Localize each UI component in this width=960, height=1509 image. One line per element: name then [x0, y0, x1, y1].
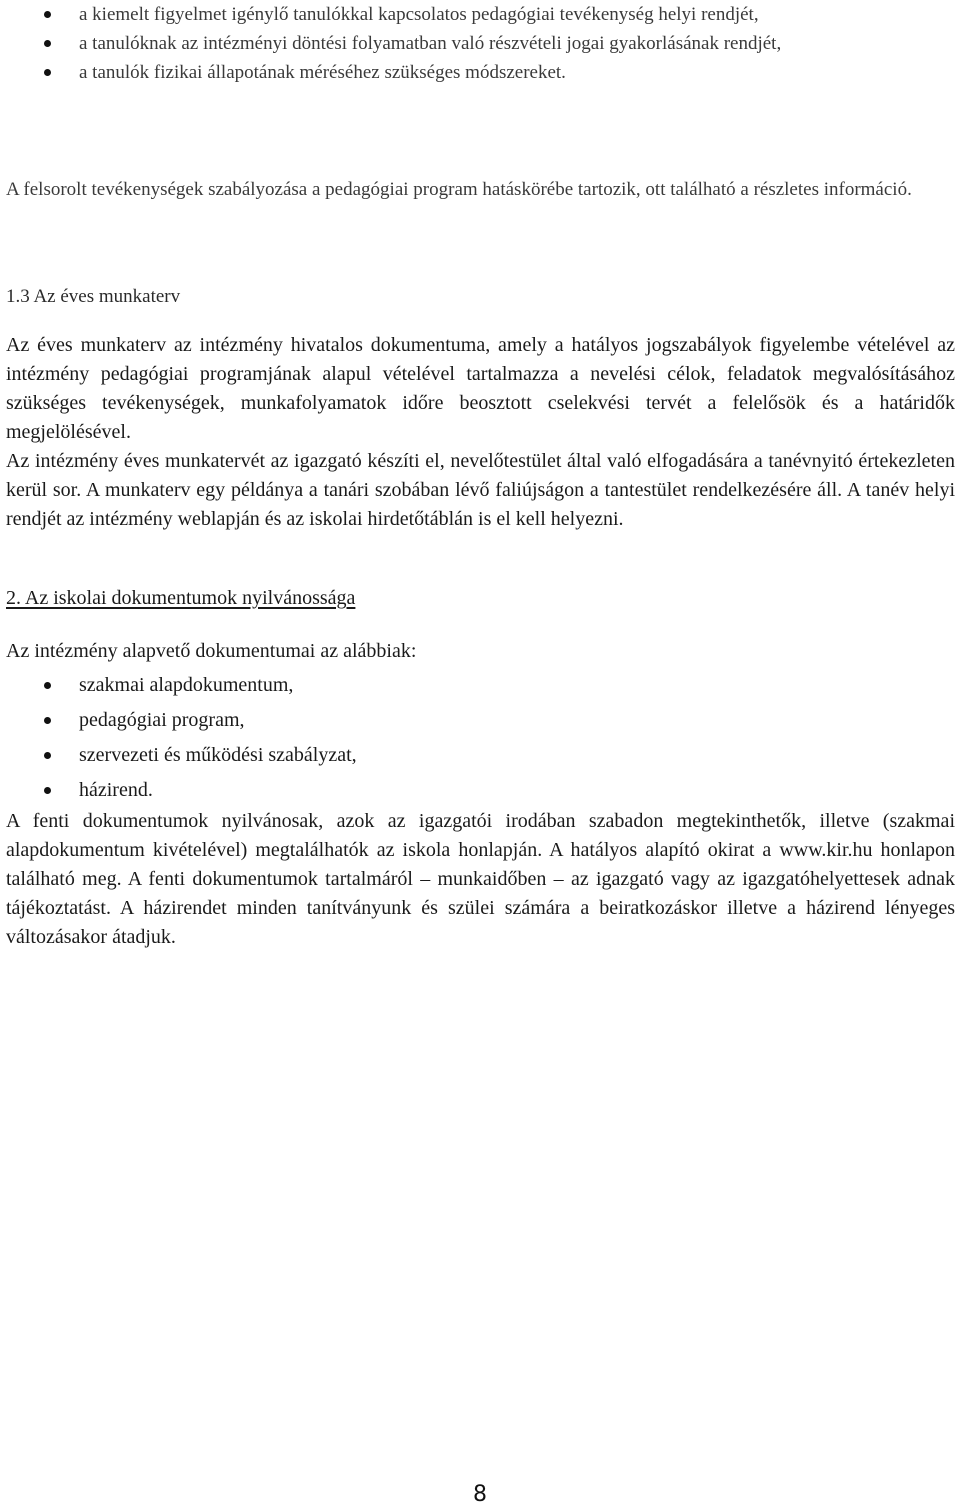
- list-item-text: szakmai alapdokumentum,: [79, 674, 294, 696]
- top-bullet-list: [6, 0, 955, 87]
- section-heading: 2. Az iskolai dokumentumok nyilvánossága: [6, 587, 356, 609]
- list-item: [6, 0, 955, 29]
- documents-paragraph: A fenti dokumentumok nyilvánosak, azok az igazgatói irodában szabadon megtekinthetők, illetve (szakmai alapdokumentum kivételével) megtalálhatók az iskola honlapján. A hatályos alapító okirat a www.kir.hu honlapon található meg. A fenti dokumentumok tartalmáról – munkaidőben – az igazgató vagy az igazgatóhelyettesek adnak tájékoztatást. A házirendet minden tanítványunk és szülei számára a beiratkozáskor illetve a házirend lényeges változásakor átadjuk.: [6, 810, 955, 948]
- felsorolt-paragraph: A felsorolt tevékenységek szabályozása a pedagógiai program hatáskörébe tartozik, ott található a részletes információ.: [6, 179, 912, 200]
- bullet-icon: [44, 717, 51, 724]
- top-bullet-list-block: [6, 0, 955, 87]
- page-number: 8: [473, 1482, 487, 1507]
- section-1-3-body: [6, 331, 955, 534]
- list-item-text: szervezeti és működési szabályzat,: [79, 744, 357, 766]
- documents-list: [6, 671, 955, 811]
- felsorolt-paragraph-block: [6, 175, 955, 204]
- list-item-text: a tanulók fizikai állapotának méréséhez szükséges módszereket.: [79, 62, 566, 83]
- list-item: [6, 29, 955, 58]
- list-item-text: a tanulóknak az intézményi döntési folyamatban való részvételi jogai gyakorlásának rendjét,: [79, 33, 782, 54]
- list-item: [6, 706, 955, 741]
- documents-list-block: [6, 671, 955, 811]
- list-item-text: házirend.: [79, 779, 153, 801]
- list-item: [6, 776, 955, 811]
- bullet-icon: [44, 69, 51, 76]
- bullet-icon: [44, 787, 51, 794]
- munkaterv-paragraph-1: Az éves munkaterv az intézmény hivatalos dokumentuma, amely a hatályos jogszabályok figyelembe vételével az intézmény pedagógiai programjának alapul vételével tartalmazza a nevelési célok, feladatok megvalósításához szükséges tevékenységek, munkafolyamatok időre beosztott cselekvési tervét a felelősök és a határidők megjelölésével.: [6, 334, 955, 443]
- section-heading: 1.3 Az éves munkaterv: [6, 286, 181, 307]
- section-2-intro-block: [6, 637, 955, 666]
- list-item: [6, 741, 955, 776]
- munkaterv-paragraph-2: Az intézmény éves munkatervét az igazgató készíti el, nevelőtestület által való elfogadására a tanévnyitó értekezleten kerül sor. A munkaterv egy példánya a tanári szobában lévő faliújságon a tantestület rendelkezésére áll. A tanév helyi rendjét az intézmény weblapján és az iskolai hirdetőtáblán is el kell helyezni.: [6, 450, 955, 530]
- section-1-3-heading-block: [6, 282, 955, 311]
- list-item: [6, 671, 955, 706]
- list-item-text: a kiemelt figyelmet igénylő tanulókkal kapcsolatos pedagógiai tevékenység helyi rendjét,: [79, 4, 759, 25]
- section-2-heading-block: [6, 584, 955, 613]
- bullet-icon: [44, 752, 51, 759]
- section-2-paragraph-block: [6, 807, 955, 952]
- bullet-icon: [44, 682, 51, 689]
- documents-intro: Az intézmény alapvető dokumentumai az alábbiak:: [6, 640, 417, 662]
- list-item-text: pedagógiai program,: [79, 709, 245, 731]
- bullet-icon: [44, 11, 51, 18]
- bullet-icon: [44, 40, 51, 47]
- list-item: [6, 58, 955, 87]
